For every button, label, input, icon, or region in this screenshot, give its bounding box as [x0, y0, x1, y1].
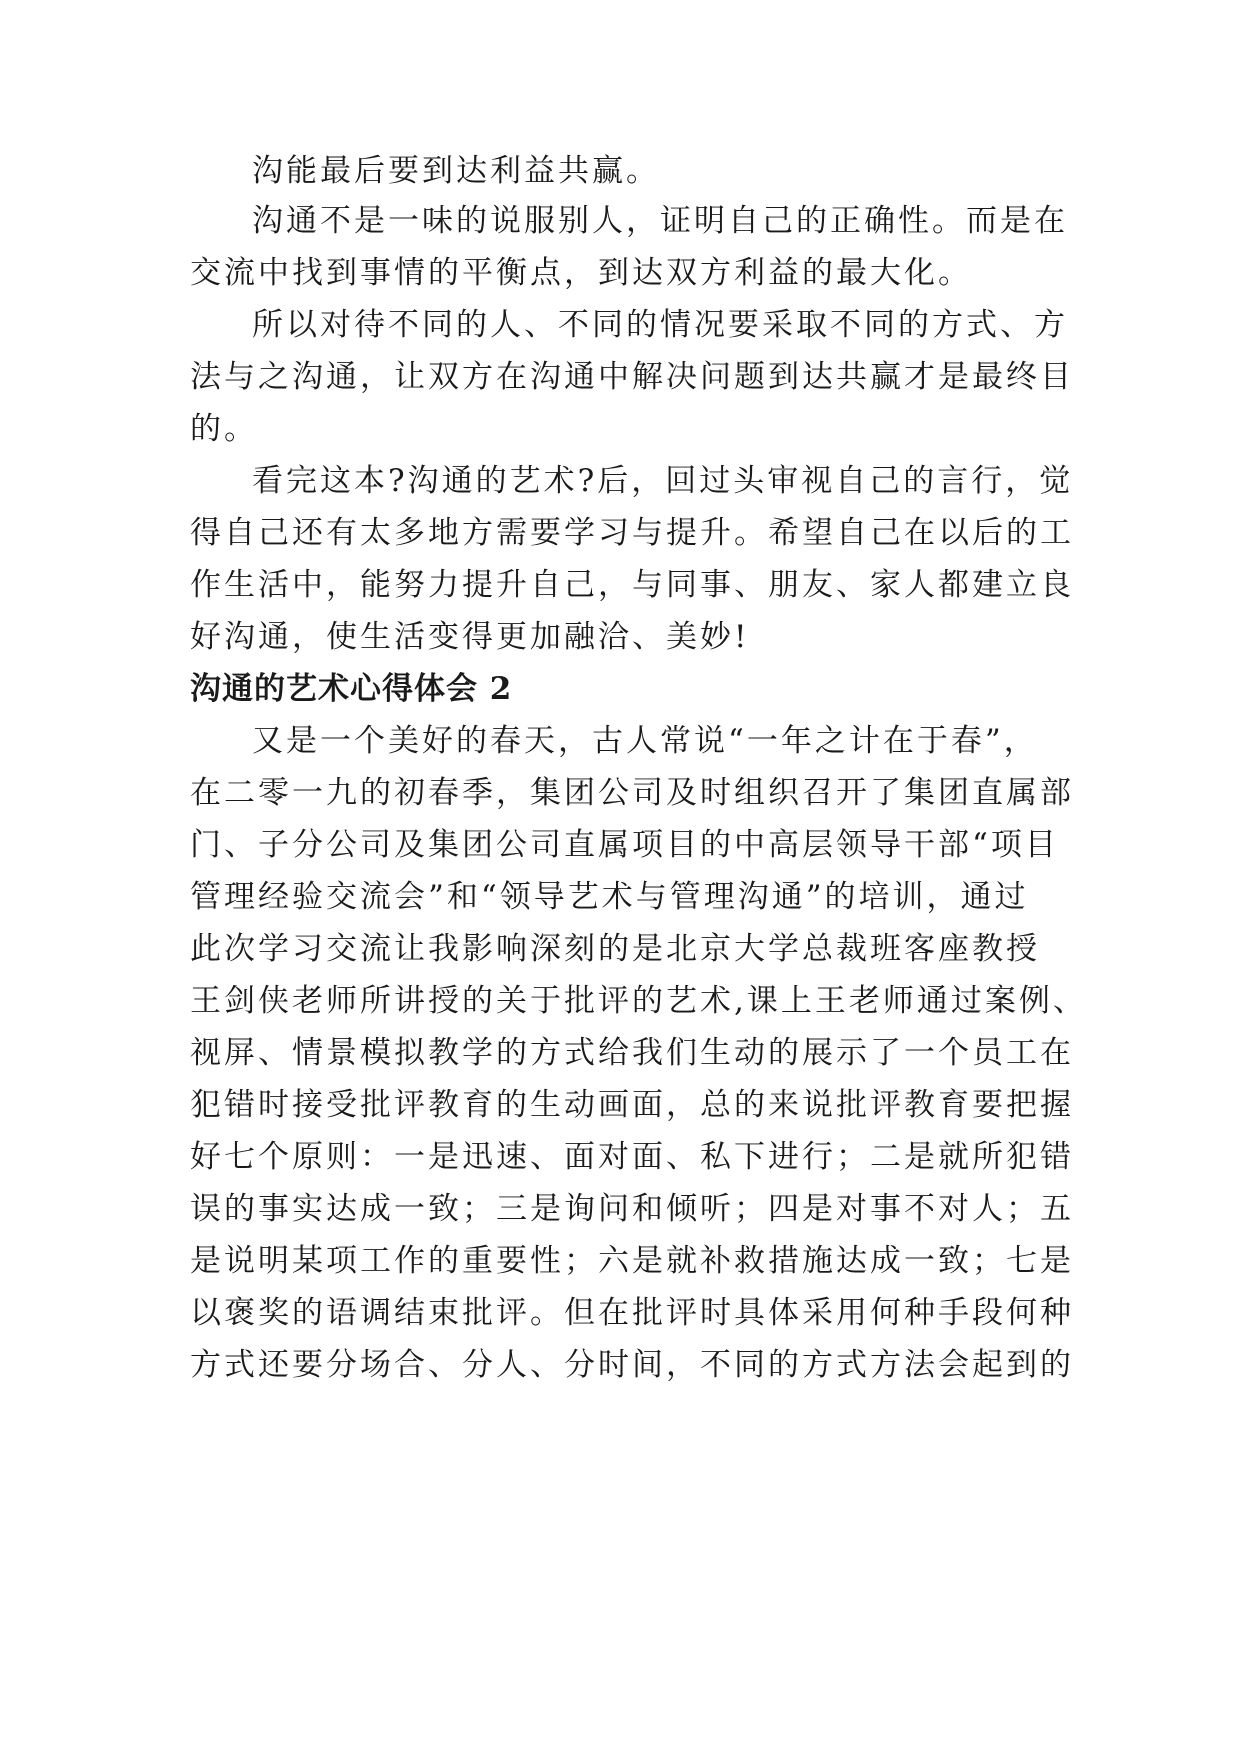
text-line: 以褒奖的语调结束批评。但在批评时具体采用何种手段何种 — [190, 1295, 1074, 1331]
text-line: 犯错时接受批评教育的生动画面，总的来说批评教育要把握 — [190, 1087, 1074, 1123]
text-line: 误的事实达成一致；三是询问和倾听；四是对事不对人；五 — [190, 1191, 1074, 1227]
paragraph-3 — [190, 299, 1074, 455]
text-line: 作生活中，能努力提升自己，与同事、朋友、家人都建立良 — [190, 567, 1074, 603]
text-line: 交流中找到事情的平衡点，到达双方利益的最大化。 — [190, 255, 972, 291]
text-line: 得自己还有太多地方需要学习与提升。希望自己在以后的工 — [190, 515, 1074, 551]
text-line: 所以对待不同的人、不同的情况要采取不同的方式、方 — [252, 307, 1068, 343]
text-line: 王剑侠老师所讲授的关于批评的艺术,课上王老师通过案例、 — [190, 983, 1087, 1019]
text-line: 是说明某项工作的重要性；六是就补救措施达成一致；七是 — [190, 1243, 1074, 1279]
text-line: 又是一个美好的春天，古人常说“一年之计在于春”， — [252, 723, 1038, 759]
text-line: 管理经验交流会”和“领导艺术与管理沟通”的培训，通过 — [190, 879, 1029, 915]
text-line: 在二零一九的初春季，集团公司及时组织召开了集团直属部 — [190, 775, 1074, 811]
section-heading: 沟通的艺术心得体会 2 — [190, 671, 513, 707]
text-line: 好七个原则：一是迅速、面对面、私下进行；二是就所犯错 — [190, 1139, 1074, 1175]
paragraph-1 — [190, 145, 1050, 197]
text-line: 方式还要分场合、分人、分时间，不同的方式方法会起到的 — [190, 1347, 1074, 1383]
text-line: 好沟通，使生活变得更加融洽、美妙! — [190, 619, 750, 655]
text-line: 门、子分公司及集团公司直属项目的中高层领导干部“项目 — [190, 827, 1059, 863]
text-line: 看完这本?沟通的艺术?后，回过头审视自己的言行，觉 — [252, 463, 1074, 499]
paragraph-2 — [190, 195, 1068, 299]
text-line: 的。 — [190, 411, 258, 447]
text-line: 法与之沟通，让双方在沟通中解决问题到达共赢才是最终目 — [190, 359, 1074, 395]
text-line: 视屏、情景模拟教学的方式给我们生动的展示了一个员工在 — [190, 1035, 1074, 1071]
text-line: 沟能最后要到达利益共赢。 — [252, 153, 660, 189]
text-line: 沟通不是一味的说服别人，证明自己的正确性。而是在 — [252, 203, 1068, 239]
paragraph-4 — [190, 455, 1074, 663]
text-line: 此次学习交流让我影响深刻的是北京大学总裁班客座教授 — [190, 931, 1040, 967]
paragraph-5 — [190, 715, 1087, 1391]
